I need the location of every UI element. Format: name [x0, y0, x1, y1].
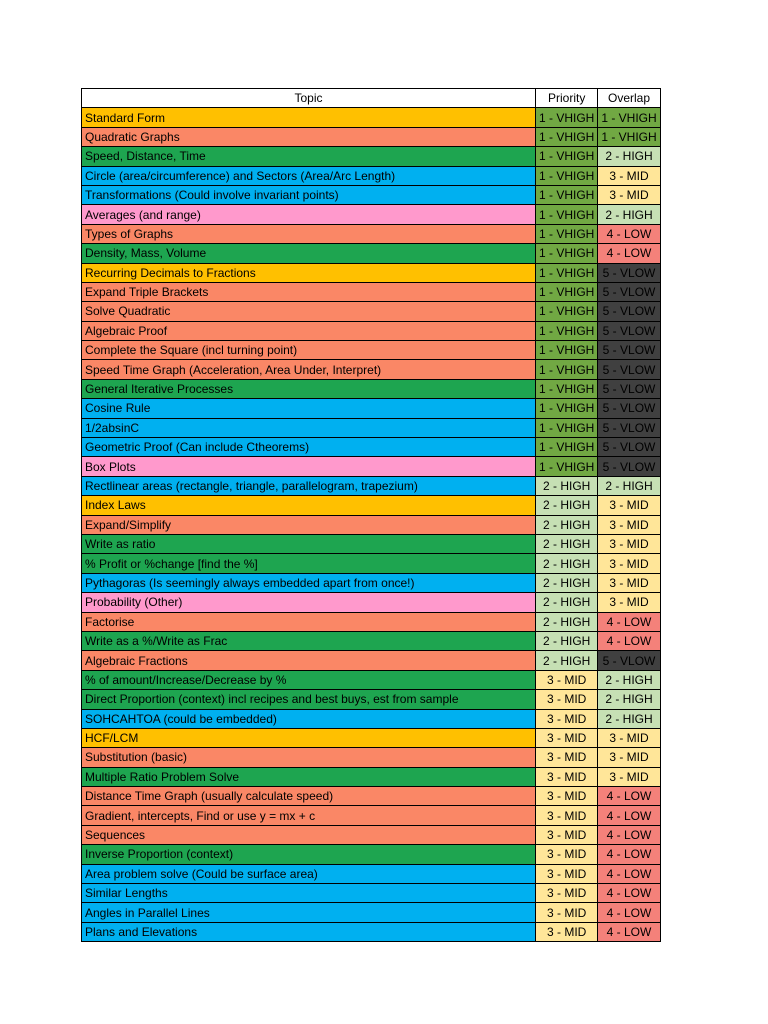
topic-cell[interactable]: Distance Time Graph (usually calculate speed): [82, 787, 536, 806]
table-row: [82, 690, 661, 709]
topic-cell[interactable]: Algebraic Proof: [82, 321, 536, 340]
overlap-cell[interactable]: 4 - LOW: [598, 244, 660, 263]
table-row: [82, 612, 661, 631]
table-row: [82, 341, 661, 360]
priority-cell[interactable]: 2 - HIGH: [536, 554, 598, 573]
priority-cell[interactable]: 1 - VHIGH: [536, 379, 598, 398]
table-row: [82, 864, 661, 883]
table-row: [82, 185, 661, 204]
overlap-cell[interactable]: 3 - MID: [598, 166, 660, 185]
topic-cell[interactable]: SOHCAHTOA (could be embedded): [82, 709, 536, 728]
overlap-cell[interactable]: 1 - VHIGH: [598, 108, 660, 127]
header-topic[interactable]: Topic: [82, 89, 536, 108]
table-row: [82, 457, 661, 476]
table-row: [82, 534, 661, 553]
overlap-cell[interactable]: 4 - LOW: [598, 884, 660, 903]
topic-cell[interactable]: Circle (area/circumference) and Sectors (Area/Arc Length): [82, 166, 536, 185]
priority-cell[interactable]: 3 - MID: [536, 748, 598, 767]
table-row: [82, 147, 661, 166]
priority-cell[interactable]: 1 - VHIGH: [536, 457, 598, 476]
overlap-cell[interactable]: 3 - MID: [598, 554, 660, 573]
table-row: [82, 244, 661, 263]
topic-cell[interactable]: Averages (and range): [82, 205, 536, 224]
priority-cell[interactable]: 3 - MID: [536, 787, 598, 806]
priority-cell[interactable]: 2 - HIGH: [536, 631, 598, 650]
header-row: [82, 89, 661, 108]
topic-cell[interactable]: Geometric Proof (Can include Ctheorems): [82, 438, 536, 457]
table-row: [82, 438, 661, 457]
table-row: [82, 709, 661, 728]
topic-cell[interactable]: Speed, Distance, Time: [82, 147, 536, 166]
priority-cell[interactable]: 2 - HIGH: [536, 612, 598, 631]
priority-cell[interactable]: 3 - MID: [536, 845, 598, 864]
table-row: [82, 767, 661, 786]
topic-cell[interactable]: Types of Graphs: [82, 224, 536, 243]
table-body: [82, 108, 661, 942]
priority-cell[interactable]: 2 - HIGH: [536, 593, 598, 612]
overlap-cell[interactable]: 3 - MID: [598, 515, 660, 534]
topic-cell[interactable]: Density, Mass, Volume: [82, 244, 536, 263]
table-row: [82, 263, 661, 282]
topic-cell[interactable]: Algebraic Fractions: [82, 651, 536, 670]
priority-cell[interactable]: 1 - VHIGH: [536, 127, 598, 146]
overlap-cell[interactable]: 2 - HIGH: [598, 147, 660, 166]
overlap-cell[interactable]: 4 - LOW: [598, 787, 660, 806]
topic-cell[interactable]: Similar Lengths: [82, 884, 536, 903]
priority-cell[interactable]: 1 - VHIGH: [536, 224, 598, 243]
priority-cell[interactable]: 1 - VHIGH: [536, 282, 598, 301]
priority-cell[interactable]: 3 - MID: [536, 884, 598, 903]
topic-cell[interactable]: Pythagoras (Is seemingly always embedded apart from once!): [82, 573, 536, 592]
table-row: [82, 127, 661, 146]
overlap-cell[interactable]: 3 - MID: [598, 573, 660, 592]
overlap-cell[interactable]: 5 - VLOW: [598, 399, 660, 418]
table-row: [82, 166, 661, 185]
topic-cell[interactable]: Solve Quadratic: [82, 302, 536, 321]
overlap-cell[interactable]: 5 - VLOW: [598, 418, 660, 437]
priority-cell[interactable]: 3 - MID: [536, 709, 598, 728]
table-row: [82, 748, 661, 767]
overlap-cell[interactable]: 4 - LOW: [598, 631, 660, 650]
topic-cell[interactable]: Write as a %/Write as Frac: [82, 631, 536, 650]
overlap-cell[interactable]: 5 - VLOW: [598, 263, 660, 282]
topic-cell[interactable]: Plans and Elevations: [82, 922, 536, 941]
overlap-cell[interactable]: 3 - MID: [598, 593, 660, 612]
priority-cell[interactable]: 1 - VHIGH: [536, 147, 598, 166]
table-row: [82, 321, 661, 340]
priority-cell[interactable]: 1 - VHIGH: [536, 399, 598, 418]
priority-cell[interactable]: 3 - MID: [536, 767, 598, 786]
topic-cell[interactable]: % Profit or %change [find the %]: [82, 554, 536, 573]
priority-cell[interactable]: 3 - MID: [536, 922, 598, 941]
priority-cell[interactable]: 2 - HIGH: [536, 515, 598, 534]
table-row: [82, 651, 661, 670]
topic-cell[interactable]: Recurring Decimals to Fractions: [82, 263, 536, 282]
topic-cell[interactable]: Rectlinear areas (rectangle, triangle, parallelogram, trapezium): [82, 476, 536, 495]
topic-cell[interactable]: Substitution (basic): [82, 748, 536, 767]
table-row: [82, 631, 661, 650]
overlap-cell[interactable]: 4 - LOW: [598, 806, 660, 825]
overlap-cell[interactable]: 5 - VLOW: [598, 282, 660, 301]
table-row: [82, 787, 661, 806]
overlap-cell[interactable]: 3 - MID: [598, 767, 660, 786]
topic-cell[interactable]: Index Laws: [82, 496, 536, 515]
overlap-cell[interactable]: 2 - HIGH: [598, 690, 660, 709]
priority-cell[interactable]: 3 - MID: [536, 806, 598, 825]
topic-cell[interactable]: Cosine Rule: [82, 399, 536, 418]
priority-cell[interactable]: 1 - VHIGH: [536, 418, 598, 437]
overlap-cell[interactable]: 3 - MID: [598, 496, 660, 515]
topic-cell[interactable]: Gradient, intercepts, Find or use y = mx + c: [82, 806, 536, 825]
priority-cell[interactable]: 2 - HIGH: [536, 573, 598, 592]
overlap-cell[interactable]: 5 - VLOW: [598, 457, 660, 476]
priority-cell[interactable]: 1 - VHIGH: [536, 263, 598, 282]
topic-cell[interactable]: HCF/LCM: [82, 728, 536, 747]
table-row: [82, 670, 661, 689]
topic-cell[interactable]: Expand Triple Brackets: [82, 282, 536, 301]
table-row: [82, 825, 661, 844]
table-row: [82, 554, 661, 573]
overlap-cell[interactable]: 3 - MID: [598, 748, 660, 767]
topic-cell[interactable]: Direct Proportion (context) incl recipes and best buys, est from sample: [82, 690, 536, 709]
table-row: [82, 418, 661, 437]
topic-cell[interactable]: Speed Time Graph (Acceleration, Area Under, Interpret): [82, 360, 536, 379]
overlap-cell[interactable]: 5 - VLOW: [598, 341, 660, 360]
overlap-cell[interactable]: 2 - HIGH: [598, 205, 660, 224]
topic-priority-table: [81, 88, 661, 942]
topic-cell[interactable]: Transformations (Could involve invariant points): [82, 185, 536, 204]
priority-cell[interactable]: 1 - VHIGH: [536, 166, 598, 185]
table-row: [82, 728, 661, 747]
topic-cell[interactable]: Probability (Other): [82, 593, 536, 612]
table-row: [82, 205, 661, 224]
overlap-cell[interactable]: 5 - VLOW: [598, 438, 660, 457]
priority-cell[interactable]: 1 - VHIGH: [536, 244, 598, 263]
table-row: [82, 302, 661, 321]
overlap-cell[interactable]: 5 - VLOW: [598, 360, 660, 379]
priority-cell[interactable]: 1 - VHIGH: [536, 321, 598, 340]
overlap-cell[interactable]: 4 - LOW: [598, 864, 660, 883]
overlap-cell[interactable]: 1 - VHIGH: [598, 127, 660, 146]
table-row: [82, 806, 661, 825]
topic-cell[interactable]: Factorise: [82, 612, 536, 631]
overlap-cell[interactable]: 2 - HIGH: [598, 476, 660, 495]
table-row: [82, 573, 661, 592]
topic-cell[interactable]: Expand/Simplify: [82, 515, 536, 534]
overlap-cell[interactable]: 5 - VLOW: [598, 321, 660, 340]
table-row: [82, 224, 661, 243]
priority-cell[interactable]: 3 - MID: [536, 864, 598, 883]
priority-cell[interactable]: 1 - VHIGH: [536, 302, 598, 321]
priority-cell[interactable]: 3 - MID: [536, 728, 598, 747]
overlap-cell[interactable]: 5 - VLOW: [598, 651, 660, 670]
priority-cell[interactable]: 1 - VHIGH: [536, 205, 598, 224]
priority-cell[interactable]: 3 - MID: [536, 670, 598, 689]
priority-cell[interactable]: 1 - VHIGH: [536, 341, 598, 360]
table-row: [82, 399, 661, 418]
topic-cell[interactable]: 1/2absinC: [82, 418, 536, 437]
topic-cell[interactable]: Quadratic Graphs: [82, 127, 536, 146]
overlap-cell[interactable]: 3 - MID: [598, 534, 660, 553]
priority-cell[interactable]: 1 - VHIGH: [536, 438, 598, 457]
overlap-cell[interactable]: 5 - VLOW: [598, 379, 660, 398]
priority-cell[interactable]: 2 - HIGH: [536, 534, 598, 553]
priority-cell[interactable]: 3 - MID: [536, 825, 598, 844]
overlap-cell[interactable]: 4 - LOW: [598, 903, 660, 922]
priority-cell[interactable]: 1 - VHIGH: [536, 185, 598, 204]
topic-cell[interactable]: Standard Form: [82, 108, 536, 127]
overlap-cell[interactable]: 3 - MID: [598, 185, 660, 204]
header-overlap[interactable]: Overlap: [598, 89, 660, 108]
table-row: [82, 903, 661, 922]
priority-cell[interactable]: 2 - HIGH: [536, 496, 598, 515]
overlap-cell[interactable]: 2 - HIGH: [598, 670, 660, 689]
table-row: [82, 476, 661, 495]
table-row: [82, 496, 661, 515]
topic-cell[interactable]: Write as ratio: [82, 534, 536, 553]
table-row: [82, 379, 661, 398]
overlap-cell[interactable]: 4 - LOW: [598, 845, 660, 864]
topic-cell[interactable]: Inverse Proportion (context): [82, 845, 536, 864]
priority-cell[interactable]: 1 - VHIGH: [536, 360, 598, 379]
overlap-cell[interactable]: 4 - LOW: [598, 612, 660, 631]
overlap-cell[interactable]: 5 - VLOW: [598, 302, 660, 321]
table-row: [82, 845, 661, 864]
priority-cell[interactable]: 1 - VHIGH: [536, 108, 598, 127]
table-row: [82, 922, 661, 941]
topic-cell[interactable]: Complete the Square (incl turning point): [82, 341, 536, 360]
overlap-cell[interactable]: 3 - MID: [598, 728, 660, 747]
table-row: [82, 884, 661, 903]
topic-cell[interactable]: Multiple Ratio Problem Solve: [82, 767, 536, 786]
topic-cell[interactable]: % of amount/Increase/Decrease by %: [82, 670, 536, 689]
overlap-cell[interactable]: 4 - LOW: [598, 825, 660, 844]
topic-cell[interactable]: Area problem solve (Could be surface area): [82, 864, 536, 883]
table-row: [82, 515, 661, 534]
topic-cell[interactable]: Angles in Parallel Lines: [82, 903, 536, 922]
topic-cell[interactable]: Box Plots: [82, 457, 536, 476]
table-row: [82, 282, 661, 301]
priority-cell[interactable]: 3 - MID: [536, 903, 598, 922]
topic-cell[interactable]: General Iterative Processes: [82, 379, 536, 398]
overlap-cell[interactable]: 4 - LOW: [598, 922, 660, 941]
topic-cell[interactable]: Sequences: [82, 825, 536, 844]
overlap-cell[interactable]: 4 - LOW: [598, 224, 660, 243]
header-priority[interactable]: Priority: [536, 89, 598, 108]
table-row: [82, 593, 661, 612]
priority-cell[interactable]: 3 - MID: [536, 690, 598, 709]
priority-cell[interactable]: 2 - HIGH: [536, 651, 598, 670]
table-row: [82, 360, 661, 379]
priority-cell[interactable]: 2 - HIGH: [536, 476, 598, 495]
overlap-cell[interactable]: 2 - HIGH: [598, 709, 660, 728]
table-row: [82, 108, 661, 127]
